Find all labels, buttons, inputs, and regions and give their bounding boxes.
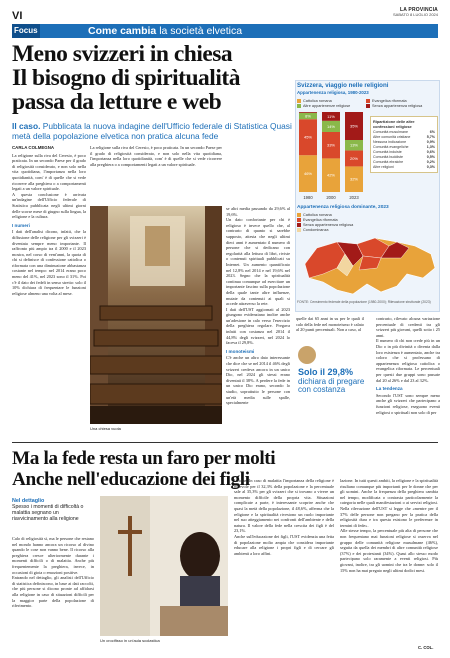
legend-swatch bbox=[366, 99, 370, 103]
confession-label: Comunità evangeliche bbox=[373, 145, 409, 149]
photo-caption: Un crocifisso in un'aula scolastica bbox=[100, 638, 160, 643]
detail-box bbox=[12, 498, 84, 522]
article-separator bbox=[12, 442, 438, 443]
subheading: La tendenza bbox=[376, 386, 403, 392]
main-headline bbox=[12, 42, 290, 114]
bar-value-label: 45% bbox=[303, 134, 313, 140]
newspaper-name: LA PROVINCIA bbox=[399, 7, 438, 13]
legend-swatch bbox=[297, 228, 301, 232]
page-number: VI bbox=[12, 10, 23, 22]
chart-legend-left bbox=[297, 98, 367, 108]
kicker bbox=[12, 121, 292, 141]
legend-label: Altre appartenenze religiose bbox=[303, 103, 351, 108]
bar-value-label: 11% bbox=[327, 113, 335, 119]
confession-value: 0,2% bbox=[426, 160, 435, 164]
focus-tag: Focus bbox=[12, 24, 40, 38]
confession-label: Comunità induiste bbox=[373, 150, 402, 154]
legend-label: Cattolica romana bbox=[303, 212, 332, 217]
crucifix-photo bbox=[100, 496, 228, 636]
legend-swatch bbox=[297, 213, 301, 217]
confession-label: Comunità musulmane bbox=[373, 130, 408, 134]
kicker-text: Pubblicata la nuova indagine dell'Ufficio federale di Statistica Quasi metà della popolazione elvetica non pratica alcuna fede bbox=[12, 121, 292, 141]
infographic-subtitle: Appartenenza religiosa, 1980-2023 bbox=[297, 90, 369, 95]
confession-label: Comunità ebraiche bbox=[373, 160, 404, 164]
legend-label: Evangelica riformata bbox=[372, 98, 407, 103]
detail-text: Spesso i momenti di difficoltà o malattia segnano un riavvicinamento alla religione bbox=[12, 504, 84, 522]
section-title-bold: Come cambia bbox=[88, 25, 157, 37]
headline-line-2: Il bisogno di spiritualità bbox=[12, 65, 240, 91]
legend-swatch bbox=[297, 99, 301, 103]
subheading: I numeri bbox=[12, 222, 30, 228]
article-intro-block bbox=[90, 145, 222, 203]
article-column-2 bbox=[226, 206, 290, 436]
bar-value-label: 33% bbox=[326, 142, 336, 148]
paragraph: I dati dell'analisi dicono, infatti, che la diffusione delle religione per gli svizzeri è diventata sempre meno importante. Il raffronto più ampio tra il 2000 e il 2023 mostra, nel corso di vent'anni, la quota di chi si definisce di confessione cattolica o riformata con una diminuzione abbastanza costante nel tempo: nel 2014 erano poco meno del 41%, nel 2023 sono il 31%. Poi c'è il dato dei fedeli in senso stretto: solo il 10% dichiara di frequentare le funzioni religiose almeno una volta al mese. bbox=[12, 229, 86, 296]
legend-item bbox=[297, 103, 367, 108]
headline-line-3: passa da letture e web bbox=[12, 89, 222, 115]
issue-date: SABATO 8 LUGLIO 2024 bbox=[393, 12, 438, 18]
kicker-label: Il caso. bbox=[12, 121, 41, 131]
byline: CARLA COLMEGNA bbox=[12, 145, 55, 150]
paragraph: A questa conclusione è arrivata un'indagine dell'Ufficio federale di Statistica pubblicata negli ultimi giorni delle scorse mese di giugno sulla lingua, la religione e la cultura. bbox=[12, 191, 86, 220]
confession-value: 5,7% bbox=[426, 135, 435, 139]
confession-label: Altre comunità cristiane bbox=[373, 135, 411, 139]
bar-segment bbox=[299, 112, 317, 113]
section-title-rest: la società elvetica bbox=[156, 25, 243, 37]
infographic-title: Svizzera, viaggio nelle religioni bbox=[297, 82, 389, 89]
chart-legend-right bbox=[366, 98, 440, 108]
headline-line-1: Meno svizzeri in chiesa bbox=[12, 41, 233, 67]
religion-bar-chart bbox=[297, 112, 369, 204]
paragraph: C'è anche un altro dato interessante che dice che se nel 2014 il 46% degli svizzeri credeva ancora in un unico Dio, nel 2024 gli stessi erano diventati il 38%. A perdere la fede in un unico Dio erano, secondo lo studio, soprattutto le persone con un'età media sulle spalle, specialmente bbox=[226, 355, 290, 406]
legend-label: Cattolica romana bbox=[303, 98, 332, 103]
paragraph: quelle dai 65 anni in su per le quali il calo della fede nel monoteismo è calato al 20 punti percentuali. Non a caso, al bbox=[296, 316, 364, 333]
bar-value-label: 35% bbox=[349, 123, 359, 129]
map-legend bbox=[297, 212, 367, 232]
legend-label: Evangelica riformata bbox=[303, 217, 338, 222]
paragraph: Alle stesse tempo, la percentuale più alta di persone che non frequentano mai funzioni religiose si osserva nel gruppo delle comunità religiose musulmane (46%), seguita da quella dei membri di altre comunità religiose (37%) e dei protestanti (34%). Quasi allo stesso modo partecipano solo raramente a eventi religiosi. Più giovani, inoltre, tra gli uomini che tra le donne: solo il 15% non ha mai pregato negli ultimi dodici mesi. bbox=[340, 528, 438, 573]
confession-value: 0,6% bbox=[426, 150, 435, 154]
article-column-1 bbox=[12, 145, 86, 435]
x-tick-label: 2000 bbox=[326, 195, 336, 200]
paragraph: contrario, rilevato alcuna variazione percentuale di credenti tra gli svizzeri più giovani, quelli sotto i 25 anni. bbox=[376, 316, 440, 338]
confession-value: 0,3% bbox=[426, 165, 435, 169]
bar-value-label: 14% bbox=[326, 123, 336, 129]
confession-label: Comunità buddiste bbox=[373, 155, 403, 159]
subheading: I monoteismi bbox=[226, 348, 255, 354]
x-tick-label: 2023 bbox=[349, 195, 359, 200]
article2-column-3 bbox=[340, 478, 438, 644]
bar-value-label: 42% bbox=[326, 172, 336, 178]
legend-swatch bbox=[297, 223, 301, 227]
legend-swatch bbox=[366, 104, 370, 108]
photo-caption: Una chiesa vuota bbox=[90, 426, 121, 431]
box-title: Ripartizione delle altre confessioni religiose bbox=[373, 119, 415, 129]
x-tick-label: 1980 bbox=[303, 195, 313, 200]
quote-text: dichiara di pregare con costanza bbox=[298, 376, 365, 395]
headline2-line-2: Anche nell'educazione dei figli bbox=[12, 469, 250, 490]
legend-label: Senza appartenenza religiosa bbox=[372, 103, 423, 108]
bar-value-label: 32% bbox=[349, 176, 359, 182]
confession-value: 6% bbox=[429, 130, 435, 134]
bar-value-label: 8% bbox=[305, 113, 311, 119]
church-interior-image bbox=[90, 206, 222, 424]
confession-value: 0,5% bbox=[426, 155, 435, 159]
classroom-image bbox=[100, 496, 228, 636]
confession-value: 1,3% bbox=[426, 145, 435, 149]
article2-column-2 bbox=[234, 478, 334, 650]
paragraph: Calo di religiosità sì, ma le persone che restano nel mondo hanno ancora un ricorso al divino quando le cose non vanno bene. Il ricorso alla preghiera cresce ulteriormente durante i momenti difficili o di malattia. Anche più frequentemente la preghiera, invece, in occasioni di gioia o emozioni positive. bbox=[12, 536, 94, 575]
paragraph: Un dato confortante per chi è religioso è invece quello che, al contrario di quanto si sarebbe supposto, attesta che negli ultimi dieci anni è aumentato il numero di persone che si dedicano con regolarità alla lettura di libri, riviste o contenuti spirituali pubblicati su Internet. Un aumento quantificato nel 12,8% nel 2014 e nel 19,6% nel 2023. Segno che la spiritualità continua comunque ad esercitare un importante fascino sulla popolazione della quale tante altre influenze, mutate da contenuti ai quali si accede attraverso la rete. bbox=[226, 217, 290, 307]
detail-title: Nel dettaglio bbox=[12, 498, 45, 504]
newspaper-masthead bbox=[393, 8, 438, 17]
confession-label: Altre religioni bbox=[373, 165, 394, 169]
paragraph: La religione sulla riva del Ceresio, è poco praticata. In un secondo Paese per il grado di religiosità considerato, e non solo nella vita quotidiana, l'importanza nella loro quotidianità, com' è di quelle che si vede ricorrere alla preghiera o a comportamenti legati a un valore spirituale. bbox=[12, 152, 86, 192]
legend-swatch bbox=[297, 218, 301, 222]
bar-value-label: 13% bbox=[349, 142, 359, 148]
bar-value-label: 46% bbox=[303, 171, 313, 177]
paragraph: Entrando nel dettaglio, gli analisti dell'Ufficio di statistica definiscono, in base ai dati raccolti, che più persone si dicono pronte ad affidarsi alla religione in caso di situazioni difficili per la maggior parte della popolazione di riferimento. bbox=[12, 575, 94, 609]
paragraph: Il numero di chi non crede più in un Dio o in più divinità o diventa dalla loro esistenza è aumentato, anche tra coloro che si professano di appartenenza religiosa cattolica o evangelica riformata. Le percentuali per questi due gruppi sono passate dal 20 al 26% e dal 23 al 32%. bbox=[376, 338, 440, 383]
legend-label: Condominanza bbox=[303, 227, 329, 232]
article2-column-1 bbox=[12, 536, 94, 652]
author-avatar bbox=[298, 346, 316, 364]
legend-item bbox=[366, 103, 440, 108]
legend-label: Senza appartenenza religiosa bbox=[303, 222, 354, 227]
paragraph: lazione. In caso di malattia l'importanza della religione è notevole per il 32,3% della popolazione e la percentuale sale al 35,3% per gli svizzeri che si trovano a vivere un momento difficile della propria vita. Situazioni complicate a parte, è interessante scoprire anche che quasi la metà della popolazione, il 48,6%, afferma che la religione e la spiritualità rivestono un ruolo importante nel suo atteggiamento nei confronti dell'ambiente e della natura. Il valore della fede nella crescita dei figli è del 23,1%. bbox=[234, 478, 334, 534]
pull-quote bbox=[298, 368, 374, 395]
section-title bbox=[88, 24, 242, 38]
paragraph: Anche sull'educazione dei figli, l'UST evidenzia una fetta di popolazione molto ampia che considera importante educare alla religione i propri figli e di cercare gli ambienti a loro affini. bbox=[234, 533, 334, 556]
paragraph: lazione. In tutti questi ambiti, la religione e la spiritualità risultano comunque più importanti per le donne che per gli uomini. Anche la frequenza della preghiera cambia nel tempo, modificata o contrasta particolarmente la categoria nelle quali manifestazioni o ai servizi religiosi. Nella rilevazione dell'UST si legge che «mentre per il 37% delle persone non pregano per la pratica della religiosità dura e tra questa esistono le preferenze in termini di fede». bbox=[340, 478, 438, 528]
confession-value: 0,9% bbox=[426, 140, 435, 144]
switzerland-map bbox=[297, 234, 439, 298]
headline2-line-1: Ma la fede resta un faro per molti bbox=[12, 448, 276, 469]
signature: C. COL. bbox=[418, 645, 434, 650]
source-note: FONTE: Censimento federale della popolazione (1980-2000); Rilevazione strutturale (2023) bbox=[297, 300, 431, 304]
legend-swatch bbox=[297, 104, 301, 108]
other-confessions-box bbox=[370, 116, 438, 173]
paragraph: Secondo l'UST sono sempre meno anche gli svizzeri che partecipano a funzioni religiose, eseguono eventi religiosi o spirituali non solo di per bbox=[376, 392, 440, 415]
confession-list bbox=[373, 130, 435, 170]
article-column-4 bbox=[376, 316, 440, 436]
legend-item bbox=[297, 227, 367, 232]
confession-item bbox=[373, 165, 435, 170]
confession-label: Nessuna indicazione bbox=[373, 140, 407, 144]
paragraph: se altri media passando da 29,6% al 19,6%. bbox=[226, 206, 290, 217]
map-title: Appartenenza religiosa dominante, 2023 bbox=[297, 205, 389, 210]
church-photo bbox=[90, 206, 222, 424]
bar-value-label: 20% bbox=[349, 155, 359, 161]
paragraph: La religione sulla riva del Ceresio, è poco praticata. In un secondo Paese per il grado di religiosità considerato, e non solo nella vita quotidiana, l'importanza nella loro quotidianità, com' è di quelle che si vede ricorrere alla preghiera o a comportamenti legati a un valore spirituale. bbox=[90, 145, 222, 167]
quote-bold: Solo il 29,8% bbox=[298, 367, 354, 377]
paragraph: I dati dell'UST aggiornati al 2023 giungono evidenziano inoltre anche un'adesione in calo verso l'esercizio della preghiera regolare. Pregava infatti con costanza nel 2014 il 44,8% degli svizzeri, nel 2024 lo faceva il 29,8%. bbox=[226, 306, 290, 346]
